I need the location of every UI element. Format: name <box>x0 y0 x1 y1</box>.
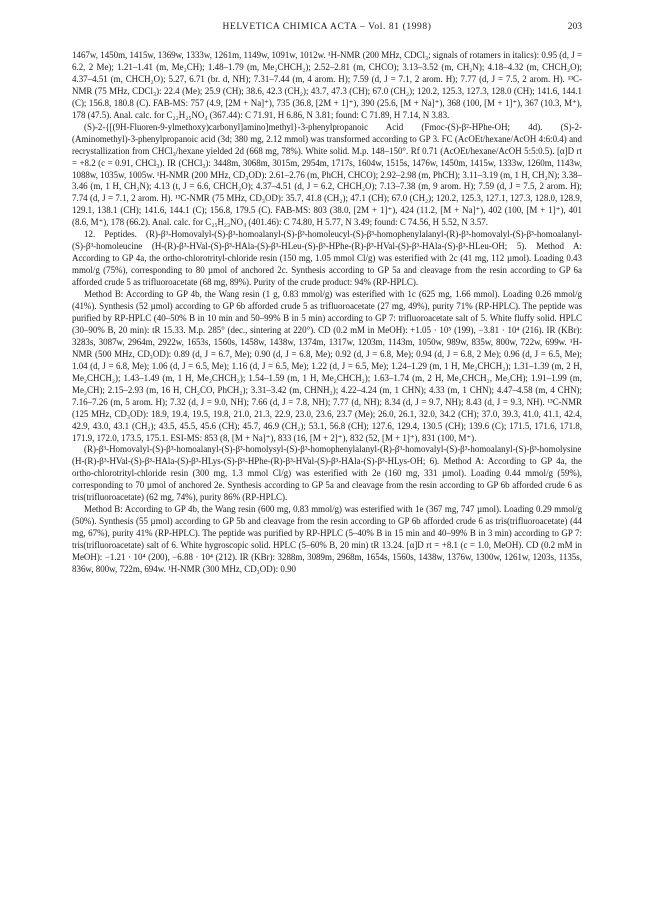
article-body <box>72 50 582 576</box>
paragraph-4c-continued: 1467w, 1450m, 1415w, 1369w, 1333w, 1261m, 1149w, 1091w, 1012w. ¹H-NMR (200 MHz, CDCl₃; signals of rotamers in italics): 0.95 (d, J = 6.2, 2 Me); 1.21–1.41 (m, Me₂CH); 1.48–1.79 (m, Me₂CHCH₂); 2.52–2.81 (m, CHCO); 3.13–3.52 (m, CH₂N); 4.18–4.32 (m, CHCH₂O); 4.37–4.51 (m, CHCH₂O); 5.27, 6.71 (br. d, NH); 7.31–7.44 (m, 4 arom. H); 7.59 (d, J = 7.1, 2 arom. H); 7.77 (d, J = 7.5, 2 arom. H). ¹³C-NMR (75 MHz, CDCl₃): 22.4 (Me); 25.9 (CH); 38.6, 42.3 (CH₂); 43.7, 47.3 (CH); 67.0 (CH₂); 120.2, 125.3, 127.3, 128.0 (CH); 141.6, 144.1 (C); 156.8, 180.8 (C). FAB-MS: 757 (4.9, [2M + Na]⁺), 735 (36.8, [2M + 1]⁺), 390 (25.6, [M + Na]⁺), 368 (100, [M + 1]⁺), 367 (10.3, M⁺), 178 (47.5). Anal. calc. for C₂₂H₂₅NO₄ (367.44): C 71.91, H 6.86, N 3.81; found: C 71.89, H 7.14, N 3.83. <box>72 50 582 120</box>
running-title: HELVETICA CHIMICA ACTA – Vol. 81 (1998) <box>222 22 432 32</box>
paragraph-peptide-6-method-a: (R)-β³-Homovalyl-(S)-β³-homoalanyl-(S)-β³-homolysyl-(S)-β³-homophenylalanyl-(R)-β³-homovalyl-(S)-β³-homoalanyl-(S)-β³-homolysine (H-(R)-β³-HVal-(S)-β³-HAla-(S)-β³-HLys-(S)-β³-HPhe-(R)-β³-HVal-(S)-β³-HAla-(S)-β³-HLys-OH; 6). Method A: According to GP 4a, the ortho-chlorotrityl-chloride resin (300 mg, 1.3 mmol Cl/g) was esterified with 2e (160 mg, 331 µmol). Loading 0.44 mmol/g (59%), corresponding to 70 µmol of anchored 2e. Synthesis according to GP 5a and cleavage from the resin according to GP 6b afforded crude 6 as tris(trifluoroacetate) (62 mg, 74%), purity 86% (RP-HPLC). <box>72 444 582 503</box>
page-number: 203 <box>567 22 582 32</box>
paragraph-peptide-5-method-b: Method B: According to GP 4b, the Wang resin (1 g, 0.83 mmol/g) was esterified with 1c (625 mg, 1.66 mmol). Loading 0.26 mmol/g (41%). Synthesis (52 µmol) according to GP 6b afforded crude 5 as trifluoroacetate (27 mg, 49%), purity 71% (RP-HPLC). The peptide was purified by RP-HPLC (40–50% B in 10 min and 50–99% B in 5 min) according to GP 7: trifluoroacetate salt of 5. White fluffy solid. HPLC (30–90% B, 20 min): tR 15.33. M.p. 285° (dec., sintering at 220°). CD (0.2 mM in MeOH): +1.05 · 10⁵ (199), −3.81 · 10⁴ (216). IR (KBr): 3283s, 3087w, 2964m, 2922w, 1653s, 1560s, 1458w, 1438w, 1374m, 1317w, 1203m, 1143m, 1050w, 989w, 835w, 800w, 722w, 699w. ¹H-NMR (500 MHz, CD₃OD): 0.89 (d, J = 6.7, Me); 0.90 (d, J = 6.8, Me); 0.92 (d, J = 6.8, Me); 0.94 (d, J = 6.8, 2 Me); 0.96 (d, J = 6.5, Me); 1.04 (d, J = 6.8, Me); 1.06 (d, J = 6.5, Me); 1.16 (d, J = 6.5, Me); 1.22 (d, J = 6.5, Me); 1.24–1.29 (m, 1 H, Me₂CHCH₂); 1.31–1.39 (m, 2 H, Me₂CHCH₂); 1.43–1.49 (m, 1 H, Me₂CHCH₂); 1.54–1.59 (m, 1 H, Me₂CHCH₂); 1.63–1.74 (m, 2 H, Me₂CHCH₂, Me₂CH); 1.91–1.99 (m, Me₂CH); 2.15–2.93 (m, 16 H, CH₂CO, PhCH₂); 3.31–3.42 (m, CHNH₂); 4.22–4.24 (m, 1 CHN); 4.33 (m, 1 CHN); 4.47–4.58 (m, 4 CHN); 7.16–7.26 (m, 5 arom. H); 7.32 (d, J = 9.0, NH); 7.66 (d, J = 7.8, NH); 7.77 (d, NH); 8.34 (d, J = 9.7, NH); 8.43 (d, J = 9.3, NH). ¹³C-NMR (125 MHz, CD₃OD): 18.9, 19.4, 19.5, 19.8, 21.0, 21.3, 22.9, 23.0, 23.6, 23.7 (Me); 26.0, 26.1, 32.0, 34.2 (CH); 37.0, 39.3, 41.0, 41.1, 42.4, 42.9, 43.0, 43.1 (CH₂); 43.5, 45.5, 45.6 (CH); 45.7, 46.9 (CH₂); 53.1, 56.8 (CH); 127.6, 129.4, 130.5 (CH); 139.6 (C); 171.5, 171.6, 171.8, 171.9, 172.0, 173.5, 175.1. ESI-MS: 853 (8, [M + Na]⁺), 833 (16, [M + 2]⁺), 832 (52, [M + 1]⁺), 831 (100, M⁺). <box>72 289 582 443</box>
running-header <box>72 22 582 40</box>
paragraph-peptide-6-method-b: Method B: According to GP 4b, the Wang resin (600 mg, 0.83 mmol/g) was esterified with 1e (367 mg, 747 µmol). Loading 0.29 mmol/g (50%). Synthesis (55 µmol) according to GP 5b and cleavage from the resin according to GP 6b afforded crude 6 as tris(trifluoroacetate) (44 mg, 67%), purity 41% (RP-HPLC). The peptide was purified by RP-HPLC (5–40% B in 15 min and 40–99% B in 3 min) according to GP 7: tris(trifluoroacetate) salt of 6. White hygroscopic solid. HPLC (5–60% B, 20 min) tR 13.24. [α]D rt = +8.1 (c = 1.0, MeOH). CD (0.2 mM in MeOH): −1.21 · 10⁴ (200), −6.88 · 10⁴ (212). IR (KBr): 3288m, 3089m, 2968m, 1654s, 1560s, 1438w, 1376w, 1300w, 1261w, 1203s, 1135s, 836w, 800w, 722m, 694w. ¹H-NMR (300 MHz, CD₃OD): 0.90 <box>72 504 582 574</box>
paragraph-compound-4d: (S)-2-{[(9H-Fluoren-9-ylmethoxy)carbonyl]amino]methyl}-3-phenylpropanoic Acid (Fmoc-(S)-β²-HPhe-OH; 4d). (S)-2-(Aminomethyl)-3-phenylpropanoic acid (3d; 380 mg, 2.12 mmol) was transformed according to GP 3. FC (AcOEt/hexane/AcOH 4:6:0.4) and recrystallization from CHCl₃/hexane yielded 2d (668 mg, 78%). White solid. M.p. 148–150°. Rf 0.71 (AcOEt/hexane/AcOH 5:5:0.5). [α]D rt = +8.2 (c = 0.91, CHCl₃). IR (CHCl₃): 3448m, 3068m, 3015m, 2954m, 1717s, 1604w, 1515s, 1476w, 1450m, 1415w, 1333w, 1260m, 1143w, 1088w, 1035w, 1005w. ¹H-NMR (200 MHz, CD₃OD): 2.61–2.76 (m, PhCH, CHCO); 2.92–2.98 (m, PhCH); 3.11–3.19 (m, 1 H, CH₂N); 3.38–3.46 (m, 1 H, CH₂N); 4.13 (t, J = 6.6, CHCH₂O); 4.37–4.51 (d, J = 6.2, CHCH₂O); 7.13–7.38 (m, 9 arom. H); 7.59 (d, J = 7.5, 2 arom. H); 7.74 (d, J = 7.1, 2 arom. H). ¹³C-NMR (75 MHz, CD₃OD): 35.7, 41.8 (CH₂); 47.1 (CH); 67.0 (CH₂); 120.2, 125.3, 127.1, 127.3, 128.0, 128.9, 129.1, 138.1 (CH); 141.6, 144.1 (C); 156.8, 179.5 (C). FAB-MS: 803 (38.0, [2M + 1]⁺), 424 (11.2, [M + Na]⁺), 402 (100, [M + 1]⁺), 401 (8.6, M⁺), 178 (66.2). Anal. calc. for C₂₅H₂₃NO₄ (401.46): C 74.80, H 5.77, N 3.49; found: C 74.56, H 5.52, N 3.57. <box>72 121 582 228</box>
paragraph-peptide-5-method-a: 12. Peptides. (R)-β³-Homovalyl-(S)-β³-homoalanyl-(S)-β³-homoleucyl-(S)-β³-homophenylalanyl-(R)-β³-homovalyl-(S)-β³-homoalanyl-(S)-β³-homoleucine (H-(R)-β³-HVal-(S)-β³-HAla-(S)-β³-HLeu-(S)-β³-HPhe-(R)-β³-HVal-(S)-β³-HAla-(S)-β³-HLeu-OH; 5). Method A: According to GP 4a, the ortho-chlorotrityl-chloride resin (150 mg, 1.05 mmol Cl/g) was esterified with 2c (41 mg, 112 µmol). Loading 0.43 mmol/g (75%), corresponding to 80 µmol of anchored 2c. Synthesis according to GP 5a and cleavage from the resin according to GP 6a afforded crude 5 as trifluoroacetate (68 mg, 89%). Purity of the crude product: 94% (RP-HPLC). <box>72 229 582 288</box>
